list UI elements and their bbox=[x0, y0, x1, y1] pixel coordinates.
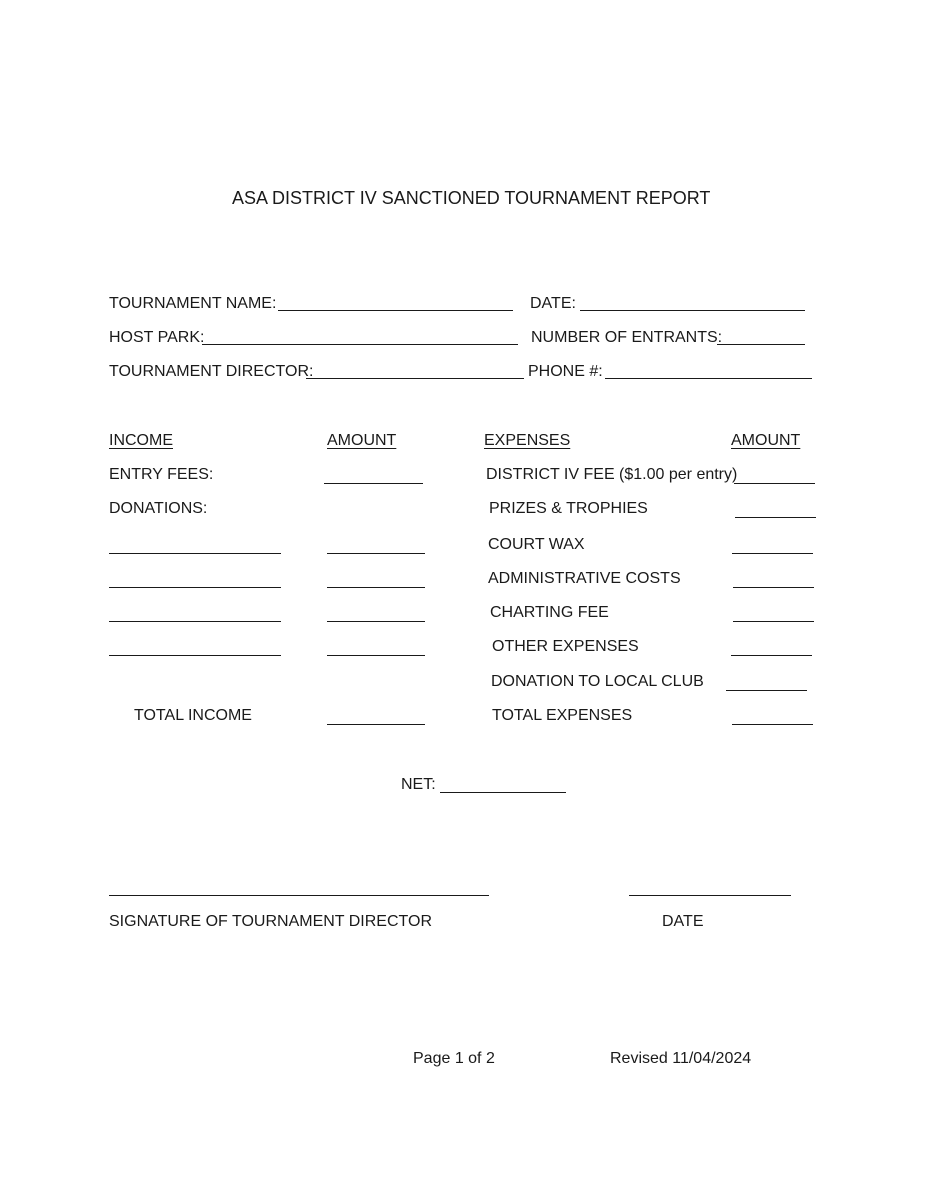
date-label: DATE: bbox=[530, 295, 576, 312]
other-expenses-label: OTHER EXPENSES bbox=[492, 638, 639, 655]
signature-date-field[interactable] bbox=[629, 895, 791, 896]
page-title: ASA DISTRICT IV SANCTIONED TOURNAMENT REPORT bbox=[232, 188, 711, 208]
donation-name-field[interactable] bbox=[109, 655, 281, 656]
host-park-field[interactable] bbox=[202, 344, 518, 345]
total-income-label: TOTAL INCOME bbox=[134, 707, 252, 724]
donation-local-label: DONATION TO LOCAL CLUB bbox=[491, 673, 704, 690]
entry-fees-amount-field[interactable] bbox=[324, 483, 423, 484]
phone-field[interactable] bbox=[605, 378, 812, 379]
other-expenses-field[interactable] bbox=[731, 655, 812, 656]
host-park-label: HOST PARK: bbox=[109, 329, 205, 346]
prizes-field[interactable] bbox=[735, 517, 816, 518]
expenses-amount-header: AMOUNT bbox=[731, 432, 801, 449]
donation-amount-field[interactable] bbox=[327, 553, 425, 554]
admin-costs-field[interactable] bbox=[733, 587, 814, 588]
entry-fees-label: ENTRY FEES: bbox=[109, 466, 214, 483]
donation-amount-field[interactable] bbox=[327, 621, 425, 622]
court-wax-label: COURT WAX bbox=[488, 536, 585, 553]
district-fee-field[interactable] bbox=[734, 483, 815, 484]
income-amount-header: AMOUNT bbox=[327, 432, 397, 449]
prizes-label: PRIZES & TROPHIES bbox=[489, 500, 648, 517]
number-of-entrants-field[interactable] bbox=[717, 344, 805, 345]
net-label: NET: bbox=[401, 776, 436, 793]
tournament-director-label: TOURNAMENT DIRECTOR: bbox=[109, 363, 314, 380]
income-header: INCOME bbox=[109, 432, 173, 449]
signature-label: SIGNATURE OF TOURNAMENT DIRECTOR bbox=[109, 913, 432, 930]
donation-name-field[interactable] bbox=[109, 587, 281, 588]
donation-local-field[interactable] bbox=[726, 690, 807, 691]
tournament-director-field[interactable] bbox=[306, 378, 524, 379]
admin-costs-label: ADMINISTRATIVE COSTS bbox=[488, 570, 681, 587]
total-expenses-field[interactable] bbox=[732, 724, 813, 725]
donation-amount-field[interactable] bbox=[327, 587, 425, 588]
tournament-name-field[interactable] bbox=[278, 310, 513, 311]
tournament-name-label: TOURNAMENT NAME: bbox=[109, 295, 277, 312]
page-number: Page 1 of 2 bbox=[413, 1050, 495, 1067]
number-of-entrants-label: NUMBER OF ENTRANTS: bbox=[531, 329, 723, 346]
district-fee-label: DISTRICT IV FEE ($1.00 per entry) bbox=[486, 466, 738, 483]
expenses-header: EXPENSES bbox=[484, 432, 571, 449]
donation-name-field[interactable] bbox=[109, 621, 281, 622]
revised-date: Revised 11/04/2024 bbox=[610, 1050, 752, 1067]
phone-label: PHONE #: bbox=[528, 363, 603, 380]
signature-date-label: DATE bbox=[662, 913, 704, 930]
total-income-field[interactable] bbox=[327, 724, 425, 725]
charting-fee-field[interactable] bbox=[733, 621, 814, 622]
signature-field[interactable] bbox=[109, 895, 489, 896]
total-expenses-label: TOTAL EXPENSES bbox=[492, 707, 633, 724]
donation-amount-field[interactable] bbox=[327, 655, 425, 656]
date-field[interactable] bbox=[580, 310, 805, 311]
court-wax-field[interactable] bbox=[732, 553, 813, 554]
donation-name-field[interactable] bbox=[109, 553, 281, 554]
charting-fee-label: CHARTING FEE bbox=[490, 604, 609, 621]
net-field[interactable] bbox=[440, 792, 566, 793]
donations-label: DONATIONS: bbox=[109, 500, 208, 517]
